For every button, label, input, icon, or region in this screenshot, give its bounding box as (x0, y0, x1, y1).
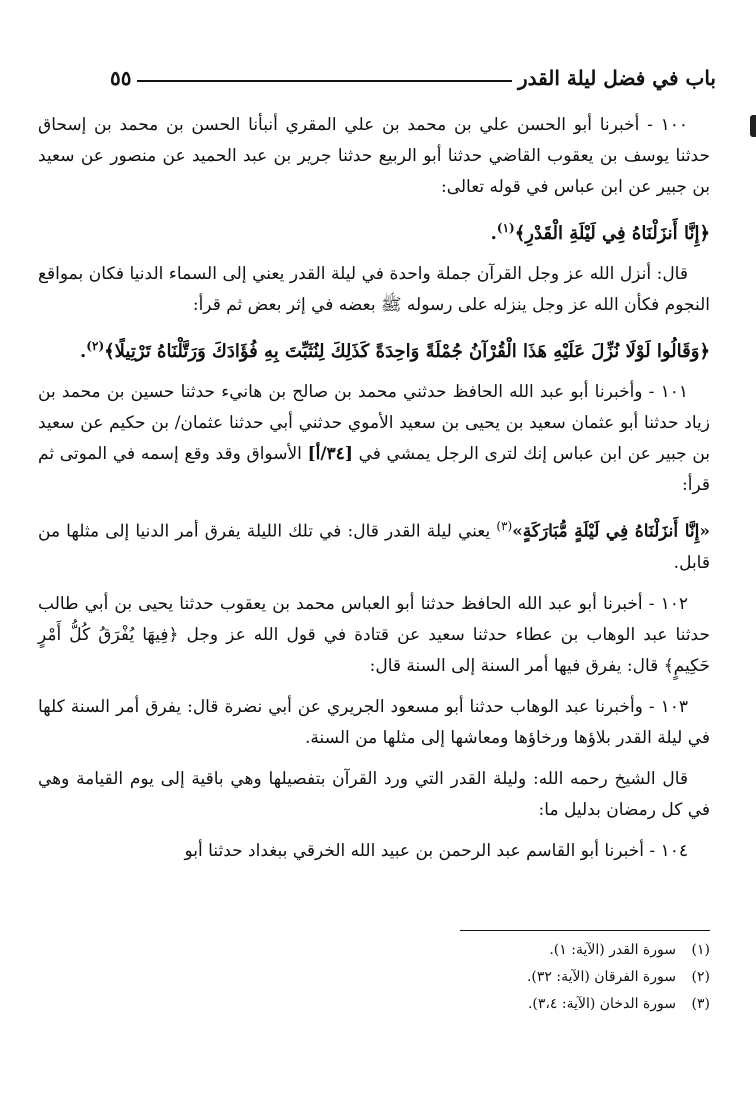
page-number: ٥٥ (110, 66, 132, 90)
manuscript-folio-note: [٣٤/أ] (307, 444, 353, 464)
paragraph-103: ١٠٣ - وأخبرنا عبد الوهاب حدثنا أبو مسعود الجريري عن أبي نضرة قال: يفرق أمر السنة كلها في ليلة القدر بلاؤها ورخاؤها ومعاشها إلى مثلها من السنة. (38, 696, 710, 748)
paragraph-102: ١٠٢ - أخبرنا أبو عبد الله الحافظ حدثنا أبو العباس محمد بن يعقوب حدثنا يحيى بن أبي طالب حدثنا عبد الوهاب بن عطاء حدثنا سعيد عن قتادة في قول الله عز وجل ﴿فِيهَا يُفْرَقُ كُلُّ أَمْرٍ حَكِيمٍ﴾ قال: يفرق فيها أمر السنة إلى السنة قال: (38, 593, 710, 676)
binding-mark (750, 115, 756, 137)
footnotes (460, 930, 710, 1018)
footnote-1: (١) سورة القدر (الآية: ١). (549, 942, 710, 958)
chapter-title: باب في فضل ليلة القدر (517, 66, 716, 90)
paragraph-quote-3: «إِنَّا أَنزَلْنَاهُ فِي لَيْلَةٍ مُّبَارَكَةٍ»$^{(٣)}$ يعني ليلة القدر قال: في تلك الليلة يفرق أمر الدنيا إلى مثلها من قابل. (38, 519, 710, 573)
footnote-ref-2: (٢) (86, 339, 105, 353)
paragraph-101: ١٠١ - وأخبرنا أبو عبد الله الحافظ حدثني محمد بن صالح بن هانيء حدثنا حسين بن محمد بن زياد حدثنا أبو عثمان سعيد بن يحيى بن سعيد الأموي حدثني أبي حدثنا عثمان/ بن حكيم عن سعيد بن جبير عن ابن عباس إنك لترى الرجل يمشي في [٣٤/أ] الأسواق وقد وقع إسمه في الموتى ثم قرأ: (38, 382, 710, 495)
main-text (38, 110, 710, 877)
paragraph-sheikh: قال الشيخ رحمه الله: وليلة القدر التي ورد القرآن بتفصيلها وهي باقية إلى يوم القيامة وهي في كل رمضان بدليل ما: (38, 768, 710, 820)
footnote-2: (٢) سورة الفرقان (الآية: ٣٢). (526, 969, 710, 985)
paragraph-commentary-1: قال: أنزل الله عز وجل القرآن جملة واحدة في ليلة القدر يعني إلى السماء الدنيا فكان بمواقع النجوم فكأن الله عز وجل ينزله على رسوله ﷺ بعضه في إثر بعض ثم قرأ: (38, 264, 710, 315)
page-header (110, 58, 716, 90)
quran-quote-3: «إِنَّا أَنزَلْنَاهُ فِي لَيْلَةٍ مُّبَارَكَةٍ» (512, 521, 710, 542)
footnote-rule (460, 930, 710, 931)
footnote-ref-3: (٣) (496, 519, 513, 533)
quran-quote-1: ﴿إِنَّا أَنزَلْنَاهُ فِي لَيْلَةِ الْقَدْرِ﴾$^{(١)}$. (490, 221, 710, 244)
paragraph-100: ١٠٠ - أخبرنا أبو الحسن علي بن محمد بن علي المقري أنبأنا الحسن بن محمد بن إسحاق حدثنا يوسف بن يعقوب القاضي حدثنا أبو الربيع حدثنا جرير بن عبد الحميد عن منصور عن سعيد بن جبير عن ابن عباس في قوله تعالى: (38, 115, 710, 197)
footnote-ref-1: (١) (496, 221, 515, 235)
footnote-3: (٣) سورة الدخان (الآية: ٣،٤). (527, 996, 710, 1012)
paragraph-104: ١٠٤ - أخبرنا أبو القاسم عبد الرحمن بن عبيد الله الخرقي ببغداد حدثنا أبو (184, 840, 688, 861)
header-rule (137, 80, 511, 82)
quran-quote-2: ﴿وَقَالُوا لَوْلَا نُزِّلَ عَلَيْهِ هَذَا الْقُرْآنُ جُمْلَةً وَاحِدَةً كَذَلِكَ لِنُثَبِّتَ بِهِ فُؤَادَكَ وَرَتَّلْنَاهُ تَرْتِيلًا﴾$^{(٢)}$. (80, 339, 710, 362)
